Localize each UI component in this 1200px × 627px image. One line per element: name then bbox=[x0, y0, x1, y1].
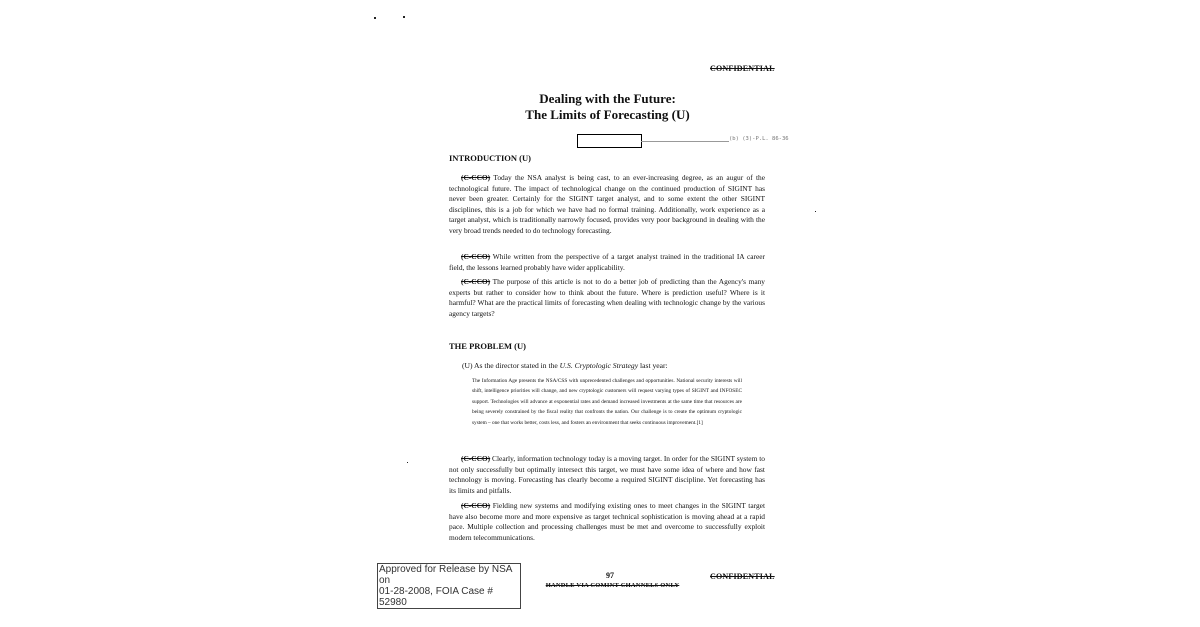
exemption-leader-line bbox=[641, 141, 729, 142]
paragraph-text: While written from the perspective of a target analyst trained in the traditional IA career field, the lessons learned probably have wider applicability. bbox=[449, 252, 765, 272]
release-stamp-line-2: 01-28-2008, FOIA Case # 52980 bbox=[379, 586, 493, 608]
page-number: 97 bbox=[606, 571, 614, 580]
problem-heading: THE PROBLEM (U) bbox=[449, 341, 526, 351]
intro-paragraph-2 bbox=[449, 252, 765, 273]
paragraph-text: Today the NSA analyst is being cast, to an ever-increasing degree, as an augur of the technological future. The impact of technological change on the continued production of SIGINT has never been greater. Certainly for the SIGINT target analyst, and to some extent the other SIGINT disciplines, this is a job for which we have had no formal training. Additionally, work experience as a target analyst, which is traditionally narrowly focused, provides very poor background in dealing with the very broad trends needed to do technology forecasting. bbox=[449, 173, 765, 235]
portion-mark: (C-CCO) bbox=[461, 501, 491, 510]
redacted-author-box bbox=[577, 134, 642, 148]
release-stamp-line-1: Approved for Release by NSA on bbox=[379, 564, 512, 586]
paragraph-text: Clearly, information technology today is a moving target. In order for the SIGINT system to not only successfully but optimally intersect this target, we must have some idea of where and how fast technology is moving. Forecasting has clearly become a required SIGINT discipline. Yet forecasting has its limits and pitfalls. bbox=[449, 454, 765, 495]
scan-speck bbox=[403, 16, 405, 18]
problem-paragraph-2 bbox=[449, 501, 765, 543]
scan-speck bbox=[407, 462, 408, 463]
paragraph-text: Fielding new systems and modifying existing ones to meet changes in the SIGINT target have also become more and more expensive as target technical sophistication is moving ahead at a rapid pace. Multiple collection and processing challenges must be met and overcome to successfully exploit modern telecommunications. bbox=[449, 501, 765, 542]
scan-speck bbox=[374, 17, 376, 19]
quote-intro-suffix: last year: bbox=[638, 361, 668, 370]
portion-mark: (C-CCO) bbox=[461, 173, 491, 182]
problem-paragraph-1 bbox=[449, 454, 765, 496]
quote-intro-prefix: (U) As the director stated in the bbox=[462, 361, 560, 370]
title-line-2: The Limits of Forecasting (U) bbox=[525, 107, 690, 122]
director-quote: The Information Age presents the NSA/CSS with unprecedented challenges and opportunities. National security interests will shift, intelligence priorities will change, and new cryptologic customers will request varying types of SIGINT and INFOSEC support. Technologies will advance at exponential rates and demand increased investments at the same time that resources are being severely constrained by the fiscal reality that confronts the nation. Our challenge is to create the optimum cryptologic system – one that works better, costs less, and fosters an environment that seeks continuous improvement.[1] bbox=[472, 378, 742, 426]
portion-mark: (C-CCO) bbox=[461, 454, 491, 463]
release-stamp bbox=[377, 563, 521, 609]
strategy-title: U.S. Cryptologic Strategy bbox=[559, 361, 639, 370]
header-classification: CONFIDENTIAL bbox=[710, 64, 775, 73]
portion-mark: (C-CCO) bbox=[461, 252, 491, 261]
intro-paragraph-1 bbox=[449, 173, 765, 237]
intro-paragraph-3 bbox=[449, 277, 765, 319]
paragraph-text: The purpose of this article is not to do a better job of predicting than the Agency's many experts but rather to consider how to think about the future. Where is prediction useful? Where is it harmful? What are the practical limits of forecasting when dealing with technologic change by the various agency targets? bbox=[449, 277, 765, 318]
introduction-heading: INTRODUCTION (U) bbox=[449, 153, 531, 163]
title-line-1: Dealing with the Future: bbox=[539, 91, 676, 106]
handling-caveat: HANDLE VIA COMINT CHANNELS ONLY bbox=[545, 582, 680, 589]
article-title bbox=[450, 91, 765, 123]
exemption-note: (b) (3)-P.L. 86-36 bbox=[729, 136, 789, 142]
footer-classification: CONFIDENTIAL bbox=[710, 572, 775, 581]
scan-speck bbox=[815, 211, 816, 212]
portion-mark: (C-CCO) bbox=[461, 277, 491, 286]
quote-intro bbox=[462, 361, 762, 370]
